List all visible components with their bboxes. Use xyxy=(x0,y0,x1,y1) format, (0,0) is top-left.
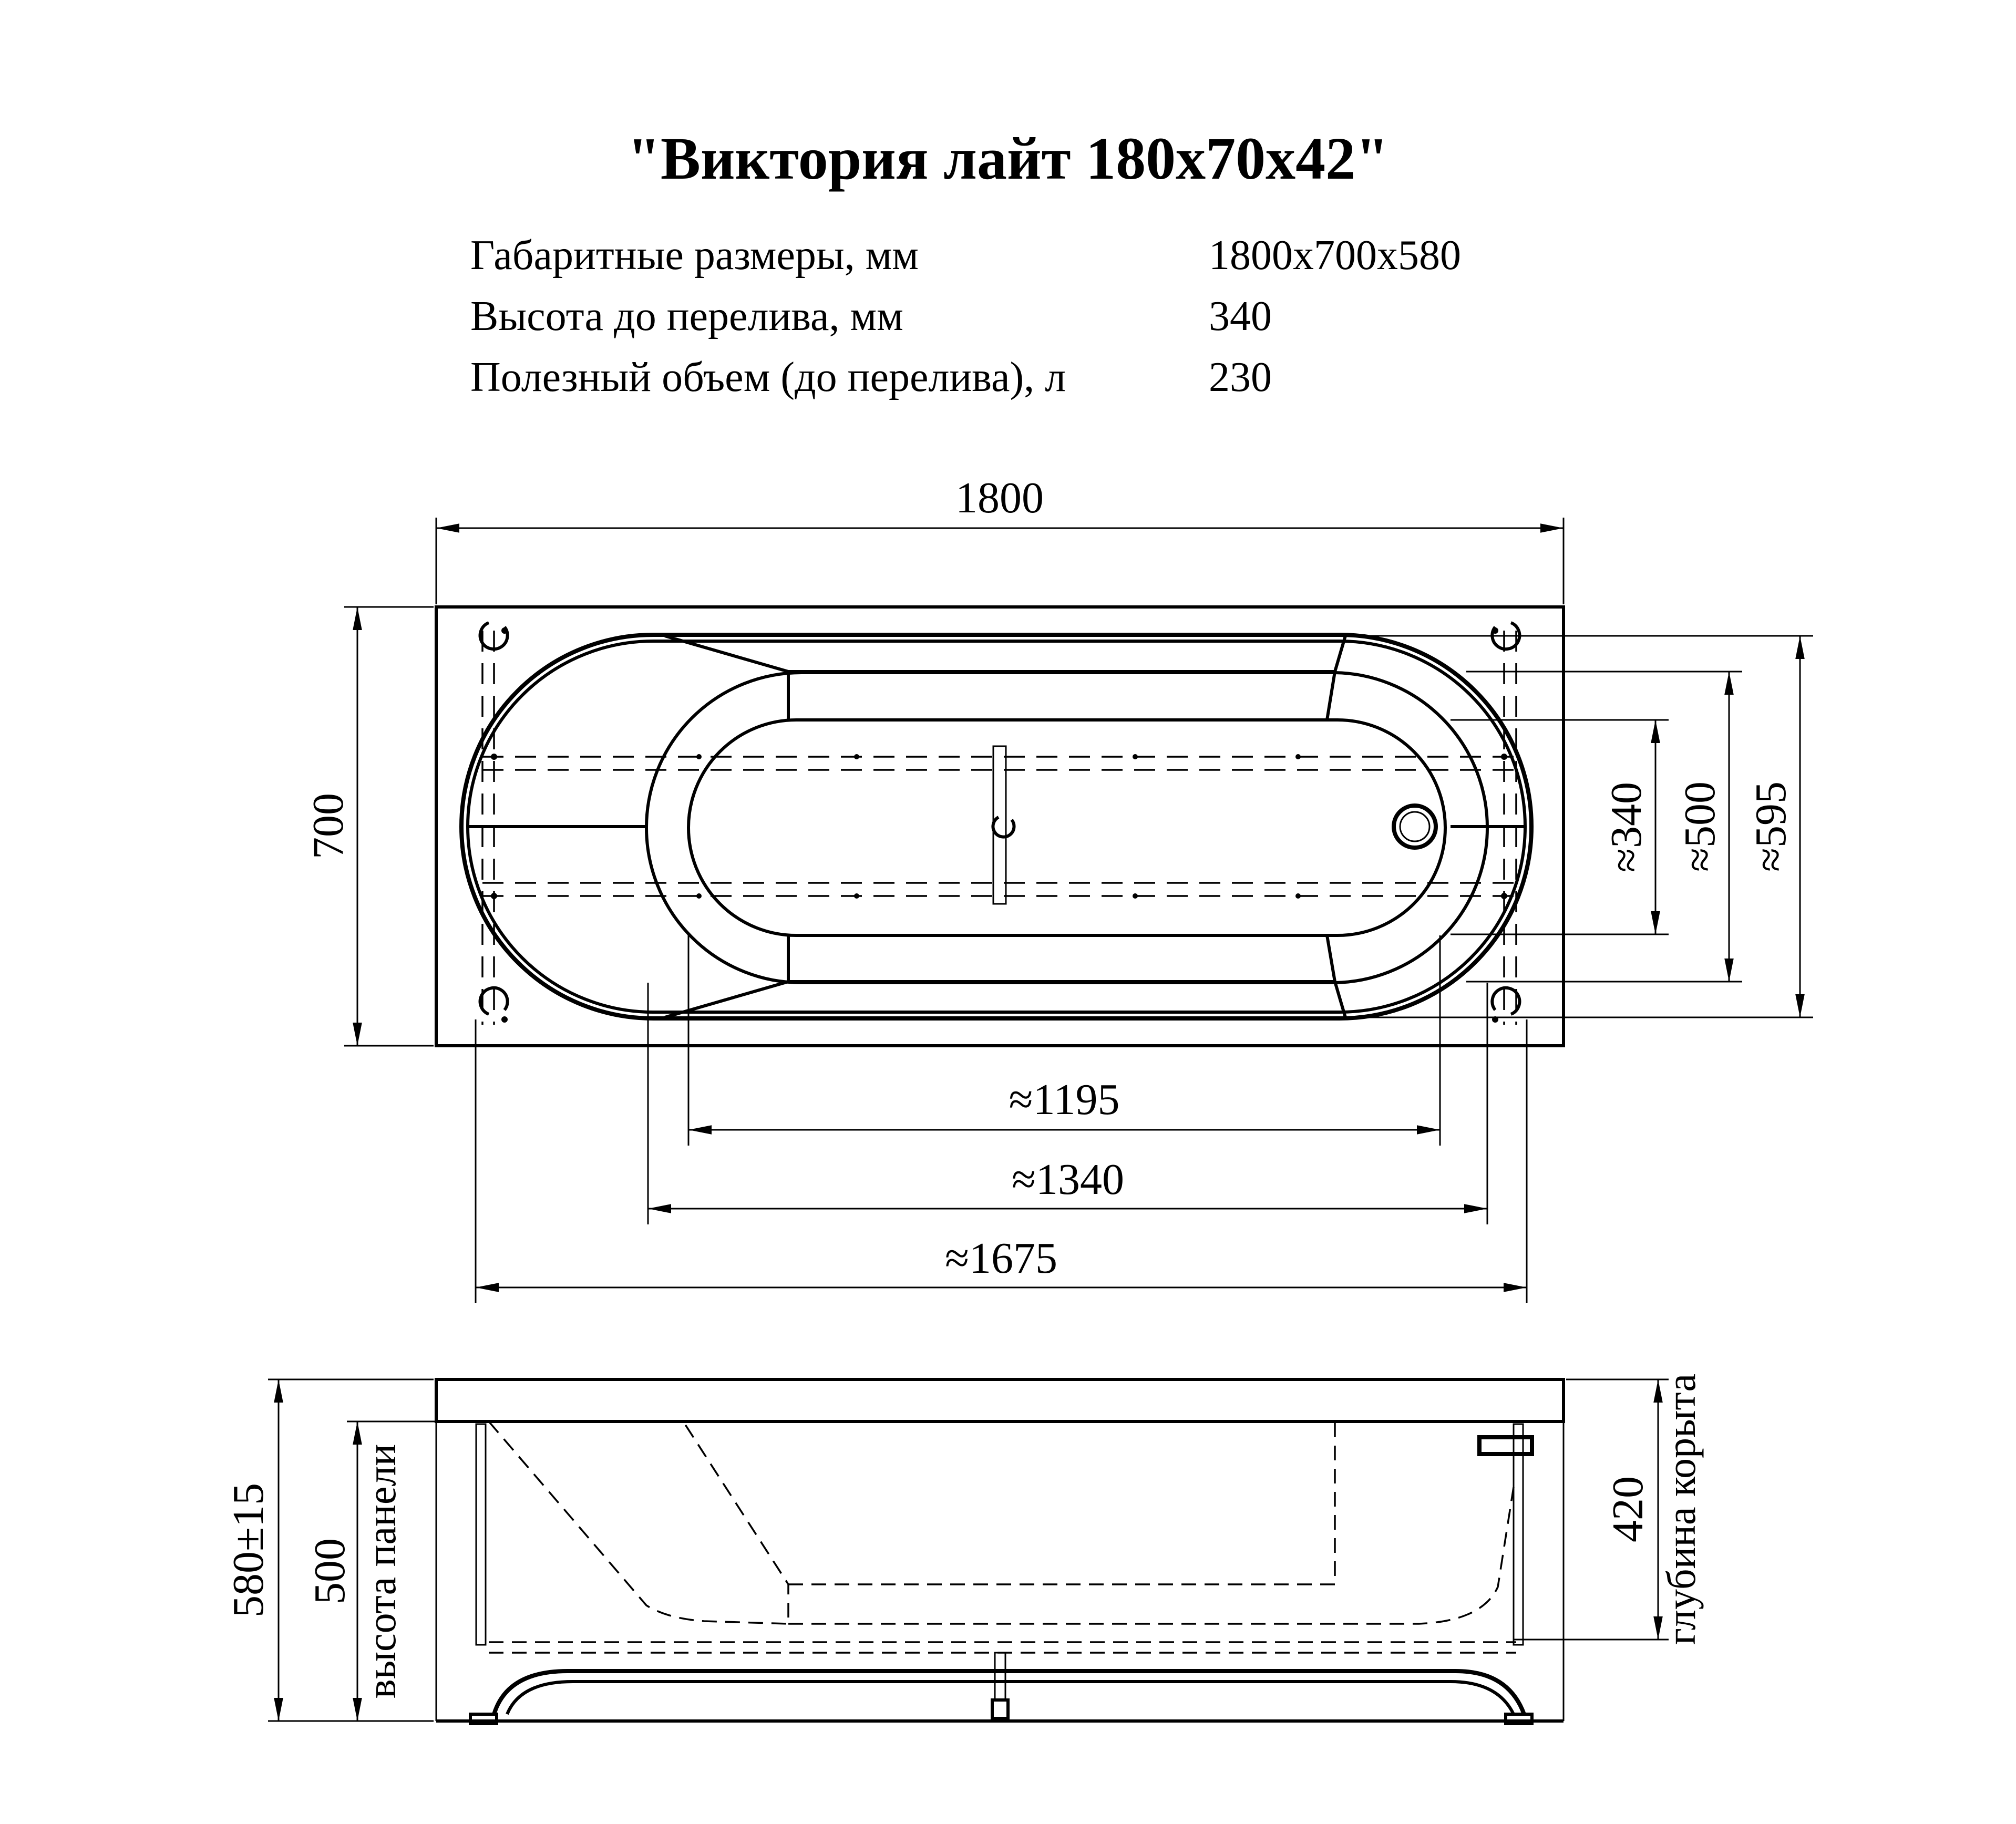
spec-value-dimensions: 1800x700x580 xyxy=(1209,232,1461,279)
bowl-hidden-left xyxy=(489,1421,788,1624)
spec-label-overflow-height: Высота до перелива, мм xyxy=(470,293,903,339)
spec-label-volume: Полезный объем (до перелива), л xyxy=(470,354,1066,400)
spec-table xyxy=(470,232,1461,400)
foot-right xyxy=(1506,1714,1532,1724)
overflow-icon xyxy=(1479,1437,1532,1454)
foot-center xyxy=(992,1700,1008,1718)
dim-mid-width: ≈500 xyxy=(1675,781,1724,872)
label-panel-height: высота панели xyxy=(358,1444,404,1699)
leg-icons xyxy=(480,623,1520,1014)
side-rim xyxy=(436,1379,1564,1421)
tub-bottom-outline xyxy=(688,720,1445,935)
top-view xyxy=(304,473,1813,1303)
side-view xyxy=(224,1374,1704,1724)
label-depth: глубина корыта xyxy=(1658,1373,1704,1645)
dim-inner-width: ≈595 xyxy=(1746,781,1795,872)
spec-label-dimensions: Габаритные размеры, мм xyxy=(470,232,919,279)
dim-bottom-length: ≈1195 xyxy=(1009,1075,1120,1124)
dim-length: 1800 xyxy=(955,473,1044,522)
spec-value-overflow-height: 340 xyxy=(1209,293,1272,339)
dim-depth: 420 xyxy=(1603,1476,1652,1542)
dim-panel-height: 500 xyxy=(305,1538,354,1604)
dim-inner-length: ≈1675 xyxy=(944,1234,1058,1283)
dim-total-height: 580±15 xyxy=(224,1482,273,1618)
bowl-hidden-bottom xyxy=(788,1421,1335,1584)
dim-bottom-width: ≈340 xyxy=(1602,781,1651,873)
foot-left xyxy=(470,1714,497,1724)
dim-width: 700 xyxy=(304,793,353,859)
drawing-title: "Виктория лайт 180x70x42" xyxy=(627,125,1389,192)
spec-value-volume: 230 xyxy=(1209,354,1272,400)
bowl-hidden-right xyxy=(788,1487,1514,1624)
leg-right xyxy=(1514,1424,1523,1645)
dim-mid-length: ≈1340 xyxy=(1011,1155,1125,1204)
leg-left xyxy=(476,1424,486,1645)
